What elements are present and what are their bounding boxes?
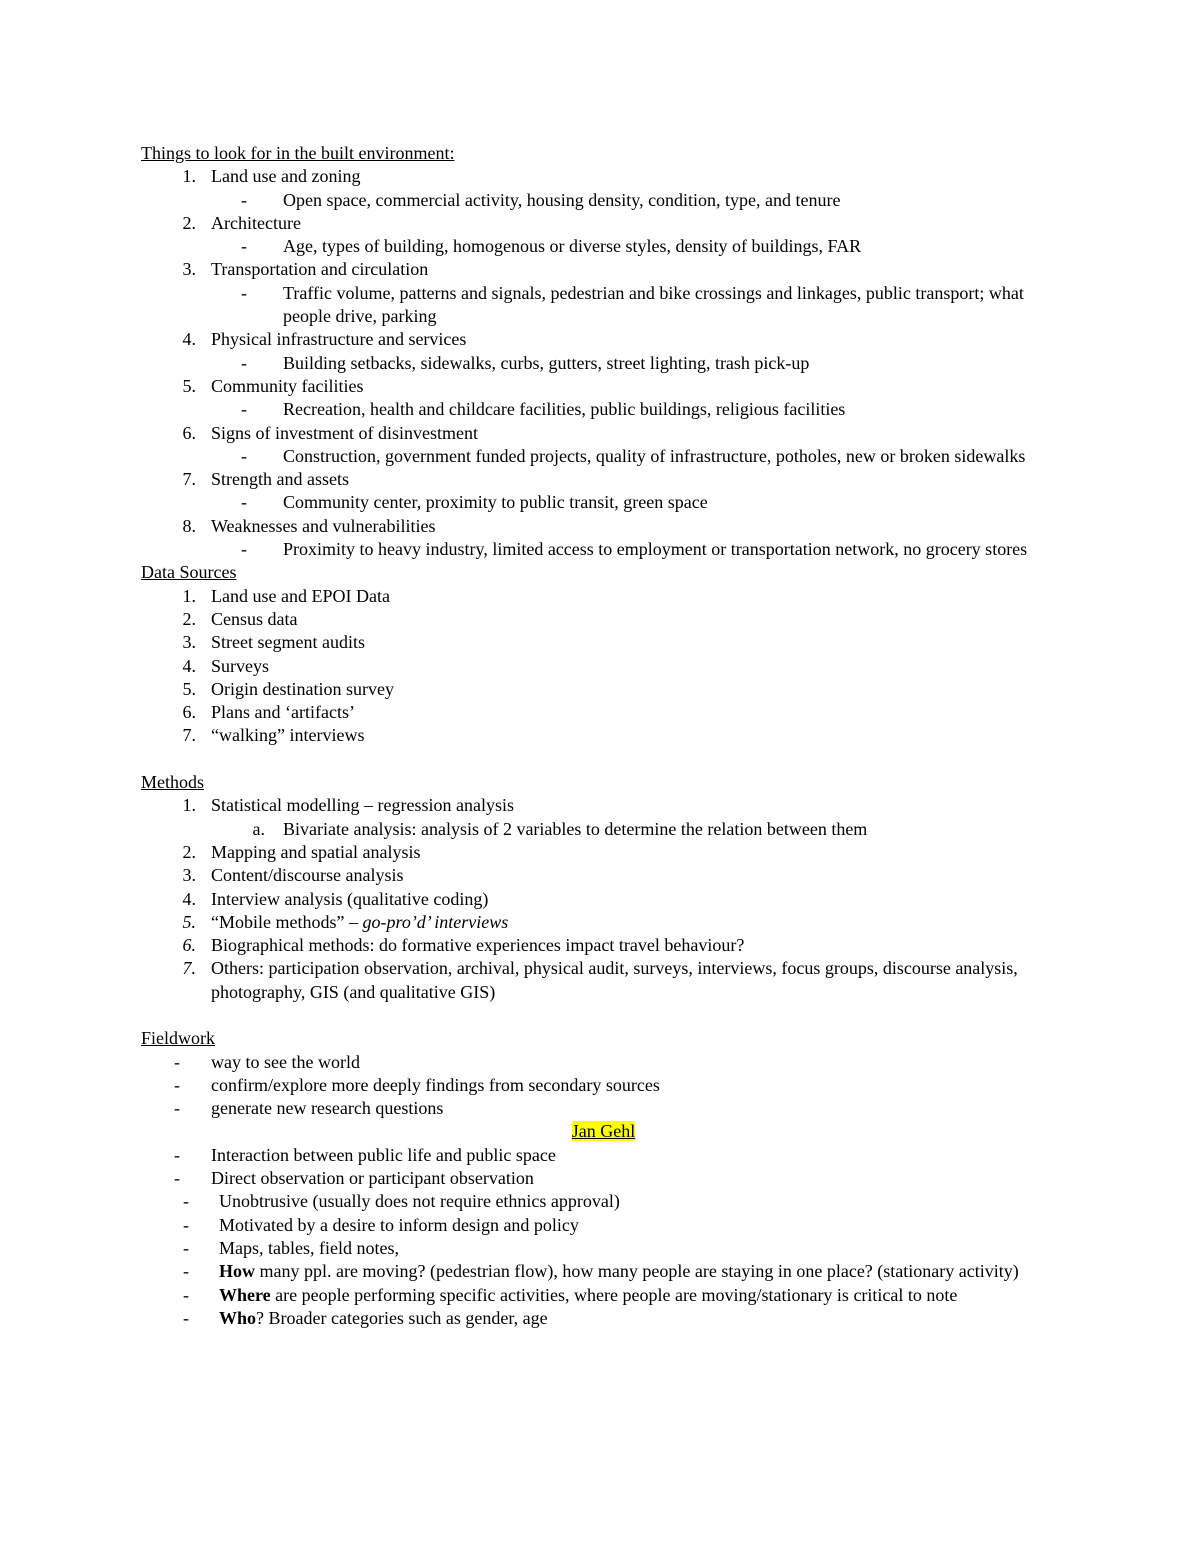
built-env-item	[141, 328, 1066, 351]
item-label: Land use and zoning	[211, 166, 361, 187]
item-label: Mapping and spatial analysis	[211, 841, 421, 862]
fieldwork-bullet	[141, 1097, 1066, 1120]
built-env-item	[141, 165, 1066, 188]
item-number: 1.	[182, 166, 196, 187]
built-env-list	[141, 165, 1066, 561]
item-number: 5.	[182, 375, 196, 396]
subitem-text: Proximity to heavy industry, limited access to employment or transportation network, no grocery stores	[283, 539, 1028, 560]
bullet-rest: many ppl. are moving? (pedestrian flow), how many people are staying in one place? (stationary activity)	[255, 1261, 1019, 1282]
gehl-bullet-who	[141, 1307, 1066, 1330]
item-label: Strength and assets	[211, 469, 349, 490]
data-source-item	[141, 701, 1066, 724]
gehl-bullet	[141, 1144, 1066, 1167]
dash-bullet: -	[241, 352, 247, 373]
item-number: 6.	[182, 422, 196, 443]
fieldwork-bullets	[141, 1051, 1066, 1121]
gehl-bullet-where	[141, 1284, 1066, 1307]
dash-bullet: -	[183, 1261, 189, 1282]
bullet-rest: are people performing specific activities, where people are moving/stationary is critical to note	[270, 1284, 958, 1305]
item-number: 4.	[182, 655, 196, 676]
bullet-text: way to see the world	[211, 1051, 360, 1072]
methods-heading: Methods	[141, 772, 204, 793]
built-env-subitem	[141, 538, 1066, 561]
bullet-text: Direct observation or participant observation	[211, 1168, 534, 1189]
jan-gehl-heading-row	[141, 1120, 1066, 1143]
item-label: Interview analysis (qualitative coding)	[211, 888, 489, 909]
item-label: Statistical modelling – regression analysis	[211, 795, 514, 816]
item-label: “walking” interviews	[211, 725, 365, 746]
bullet-text: Interaction between public life and public space	[211, 1144, 556, 1165]
dash-bullet: -	[241, 539, 247, 560]
bullet-text: confirm/explore more deeply findings from secondary sources	[211, 1074, 660, 1095]
item-number: 2.	[182, 841, 196, 862]
subitem-text: Construction, government funded projects, quality of infrastructure, potholes, new or broken sidewalks	[283, 445, 1026, 466]
built-env-subitem	[141, 445, 1066, 468]
item-label: “Mobile methods” –	[211, 911, 363, 932]
spacer	[141, 1004, 1066, 1027]
built-env-subitem	[141, 282, 1066, 329]
built-env-item	[141, 375, 1066, 398]
dash-bullet: -	[174, 1098, 180, 1119]
built-env-item	[141, 515, 1066, 538]
item-label: Others: participation observation, archival, physical audit, surveys, interviews, focus groups, discourse analysis, photography, GIS (and qualitative GIS)	[211, 958, 1018, 1002]
subitem-text: Community center, proximity to public transit, green space	[283, 492, 708, 513]
methods-item	[141, 911, 1066, 934]
bold-label: Where	[219, 1284, 271, 1305]
jan-gehl-heading: Jan Gehl	[571, 1121, 636, 1142]
dash-bullet: -	[241, 282, 247, 303]
built-env-item	[141, 258, 1066, 281]
methods-item	[141, 934, 1066, 957]
data-source-item	[141, 631, 1066, 654]
item-number: 4.	[182, 888, 196, 909]
item-label: Origin destination survey	[211, 678, 394, 699]
bullet-text	[219, 1260, 1066, 1283]
built-env-item	[141, 212, 1066, 235]
built-env-heading: Things to look for in the built environment:	[141, 143, 455, 163]
dash-bullet: -	[183, 1191, 189, 1212]
data-sources-list	[141, 585, 1066, 748]
document-content	[141, 142, 1066, 1330]
item-label: Plans and ‘artifacts’	[211, 702, 355, 723]
item-label: Transportation and circulation	[211, 259, 429, 280]
dash-bullet: -	[174, 1168, 180, 1189]
methods-item	[141, 794, 1066, 817]
gehl-bullet	[141, 1237, 1066, 1260]
bold-label: Who	[219, 1307, 257, 1328]
item-text	[211, 911, 1066, 934]
item-number: 7.	[182, 725, 196, 746]
data-source-item	[141, 655, 1066, 678]
built-env-subitem	[141, 235, 1066, 258]
fieldwork-heading: Fieldwork	[141, 1028, 215, 1049]
item-number: 7.	[182, 469, 196, 490]
item-label: Signs of investment of disinvestment	[211, 422, 478, 443]
gehl-bullets-b	[141, 1190, 1066, 1260]
dash-bullet: -	[241, 189, 247, 210]
built-env-item	[141, 422, 1066, 445]
gehl-bullets-a	[141, 1144, 1066, 1191]
item-label: Census data	[211, 608, 298, 629]
item-label: Weaknesses and vulnerabilities	[211, 515, 436, 536]
dash-bullet: -	[241, 236, 247, 257]
item-number: 1.	[182, 585, 196, 606]
item-number: 5.	[182, 911, 196, 932]
bullet-text: Maps, tables, field notes,	[219, 1237, 399, 1258]
item-number: 3.	[182, 259, 196, 280]
data-source-item	[141, 678, 1066, 701]
methods-subitem	[141, 818, 1066, 841]
item-number: 6.	[182, 935, 196, 956]
subitem-text: Recreation, health and childcare facilities, public buildings, religious facilities	[283, 399, 846, 420]
gehl-bullet-how	[141, 1260, 1066, 1283]
gehl-bullet	[141, 1214, 1066, 1237]
data-source-item	[141, 608, 1066, 631]
dash-bullet: -	[241, 399, 247, 420]
item-number: 3.	[182, 632, 196, 653]
item-label: Content/discourse analysis	[211, 865, 404, 886]
bullet-text: Motivated by a desire to inform design and policy	[219, 1214, 579, 1235]
bullet-text: generate new research questions	[211, 1098, 444, 1119]
item-italic-label: go-pro’d’ interviews	[362, 911, 509, 932]
bold-label: How	[219, 1261, 255, 1282]
dash-bullet: -	[174, 1074, 180, 1095]
dash-bullet: -	[241, 445, 247, 466]
dash-bullet: -	[241, 492, 247, 513]
built-env-subitem	[141, 189, 1066, 212]
dash-bullet: -	[174, 1051, 180, 1072]
item-label: Land use and EPOI Data	[211, 585, 390, 606]
subitem-text: Age, types of building, homogenous or diverse styles, density of buildings, FAR	[283, 236, 862, 257]
item-label: Street segment audits	[211, 632, 365, 653]
data-sources-heading: Data Sources	[141, 562, 237, 583]
dash-bullet: -	[183, 1214, 189, 1235]
item-label: Architecture	[211, 212, 301, 233]
subitem-text: Traffic volume, patterns and signals, pedestrian and bike crossings and linkages, public transport; what people drive, parking	[283, 282, 1024, 327]
item-number: 2.	[182, 608, 196, 629]
data-source-item	[141, 585, 1066, 608]
subitem-text: Open space, commercial activity, housing density, condition, type, and tenure	[283, 189, 841, 210]
bullet-rest: ? Broader categories such as gender, age	[256, 1307, 548, 1328]
item-number: 5.	[182, 678, 196, 699]
bullet-text	[219, 1284, 1066, 1307]
item-label: Physical infrastructure and services	[211, 329, 467, 350]
item-number: 6.	[182, 702, 196, 723]
methods-item	[141, 957, 1066, 1004]
item-number: 3.	[182, 865, 196, 886]
dash-bullet: -	[174, 1144, 180, 1165]
data-source-item	[141, 724, 1066, 747]
bullet-text: Unobtrusive (usually does not require ethnics approval)	[219, 1191, 620, 1212]
gehl-bullet	[141, 1167, 1066, 1190]
spacer	[141, 748, 1066, 771]
item-number: 2.	[182, 212, 196, 233]
methods-item	[141, 864, 1066, 887]
built-env-subitem	[141, 398, 1066, 421]
dash-bullet: -	[183, 1284, 189, 1305]
fieldwork-bullet	[141, 1051, 1066, 1074]
item-label: Biographical methods: do formative experiences impact travel behaviour?	[211, 935, 745, 956]
item-letter: a.	[252, 818, 265, 839]
built-env-subitem	[141, 352, 1066, 375]
gehl-bullet	[141, 1190, 1066, 1213]
built-env-subitem	[141, 491, 1066, 514]
item-number: 7.	[182, 958, 196, 979]
item-label: Community facilities	[211, 375, 364, 396]
dash-bullet: -	[183, 1237, 189, 1258]
methods-item	[141, 888, 1066, 911]
bullet-text	[219, 1307, 1066, 1330]
dash-bullet: -	[183, 1307, 189, 1328]
item-number: 4.	[182, 329, 196, 350]
built-env-item	[141, 468, 1066, 491]
item-label: Bivariate analysis: analysis of 2 variables to determine the relation between them	[283, 818, 868, 839]
subitem-text: Building setbacks, sidewalks, curbs, gutters, street lighting, trash pick-up	[283, 352, 810, 373]
item-number: 8.	[182, 515, 196, 536]
item-label: Surveys	[211, 655, 269, 676]
fieldwork-bullet	[141, 1074, 1066, 1097]
methods-item	[141, 841, 1066, 864]
item-number: 1.	[182, 795, 196, 816]
